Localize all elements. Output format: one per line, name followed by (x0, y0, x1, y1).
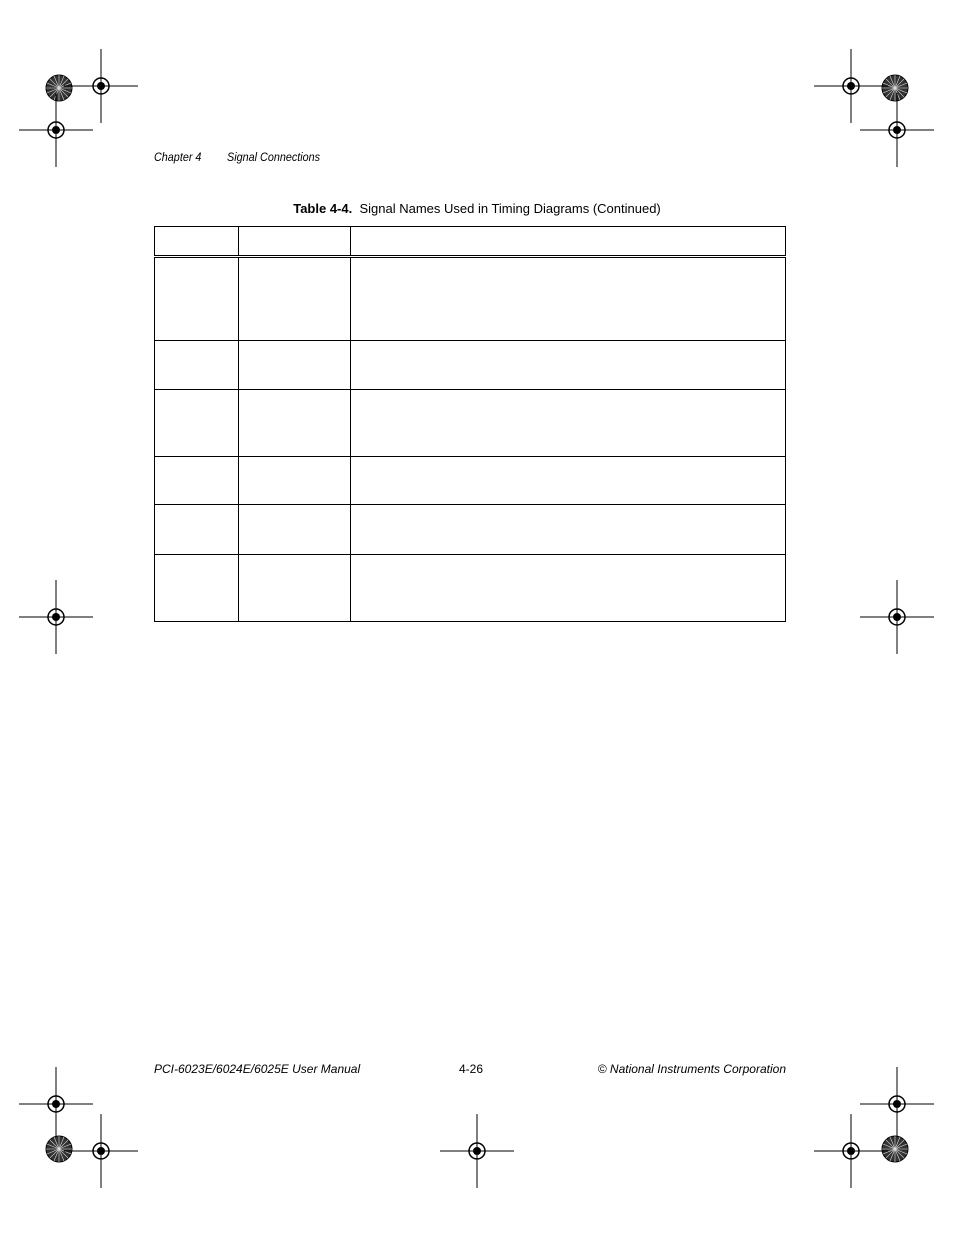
registration-star-icon (882, 75, 908, 101)
registration-star-icon (46, 75, 72, 101)
crop-mark-icon (19, 93, 93, 167)
signal-names-table (154, 226, 786, 622)
crop-mark-icon (814, 49, 888, 123)
crop-mark-icon (19, 580, 93, 654)
table-cell (155, 554, 239, 621)
table-header-cell (351, 227, 786, 257)
table-cell (155, 341, 239, 389)
table-cell (239, 341, 351, 389)
table-caption (0, 201, 954, 216)
running-header-chapter: Chapter 4 (154, 150, 202, 164)
table-cell (239, 505, 351, 554)
registration-star-icon (882, 1136, 908, 1162)
table-cell (155, 257, 239, 341)
table-cell (351, 341, 786, 389)
crop-mark-icon (860, 1067, 934, 1141)
table-cell (351, 457, 786, 505)
table-header-cell (155, 227, 239, 257)
table-row (155, 554, 786, 621)
table-cell (239, 389, 351, 456)
crop-mark-icon (64, 1114, 138, 1188)
table-cell (351, 554, 786, 621)
table-header-cell (239, 227, 351, 257)
registration-star-icon (46, 1136, 72, 1162)
table-cell (155, 505, 239, 554)
table-cell (155, 457, 239, 505)
footer-copyright: © National Instruments Corporation (597, 1062, 786, 1076)
table-cell (239, 554, 351, 621)
table-cell (155, 389, 239, 456)
table-cell (351, 505, 786, 554)
crop-mark-icon (860, 93, 934, 167)
crop-mark-icon (64, 49, 138, 123)
table-caption-label: Table 4-4. (293, 201, 353, 216)
crop-mark-icon (19, 1067, 93, 1141)
table-cell (351, 389, 786, 456)
table-row (155, 505, 786, 554)
table-row (155, 257, 786, 341)
crop-mark-icon (440, 1114, 514, 1188)
table-row (155, 341, 786, 389)
table-row (155, 457, 786, 505)
table-caption-text: Signal Names Used in Timing Diagrams (Continued) (359, 201, 661, 216)
table-cell (239, 457, 351, 505)
table-row (155, 389, 786, 456)
running-header-section: Signal Connections (227, 150, 321, 164)
crop-mark-icon (814, 1114, 888, 1188)
table-cell (239, 257, 351, 341)
footer-manual-title: PCI-6023E/6024E/6025E User Manual (154, 1062, 361, 1076)
footer-page-number: 4-26 (459, 1062, 484, 1076)
crop-mark-icon (860, 580, 934, 654)
table-cell (351, 257, 786, 341)
table-header-row (155, 227, 786, 257)
